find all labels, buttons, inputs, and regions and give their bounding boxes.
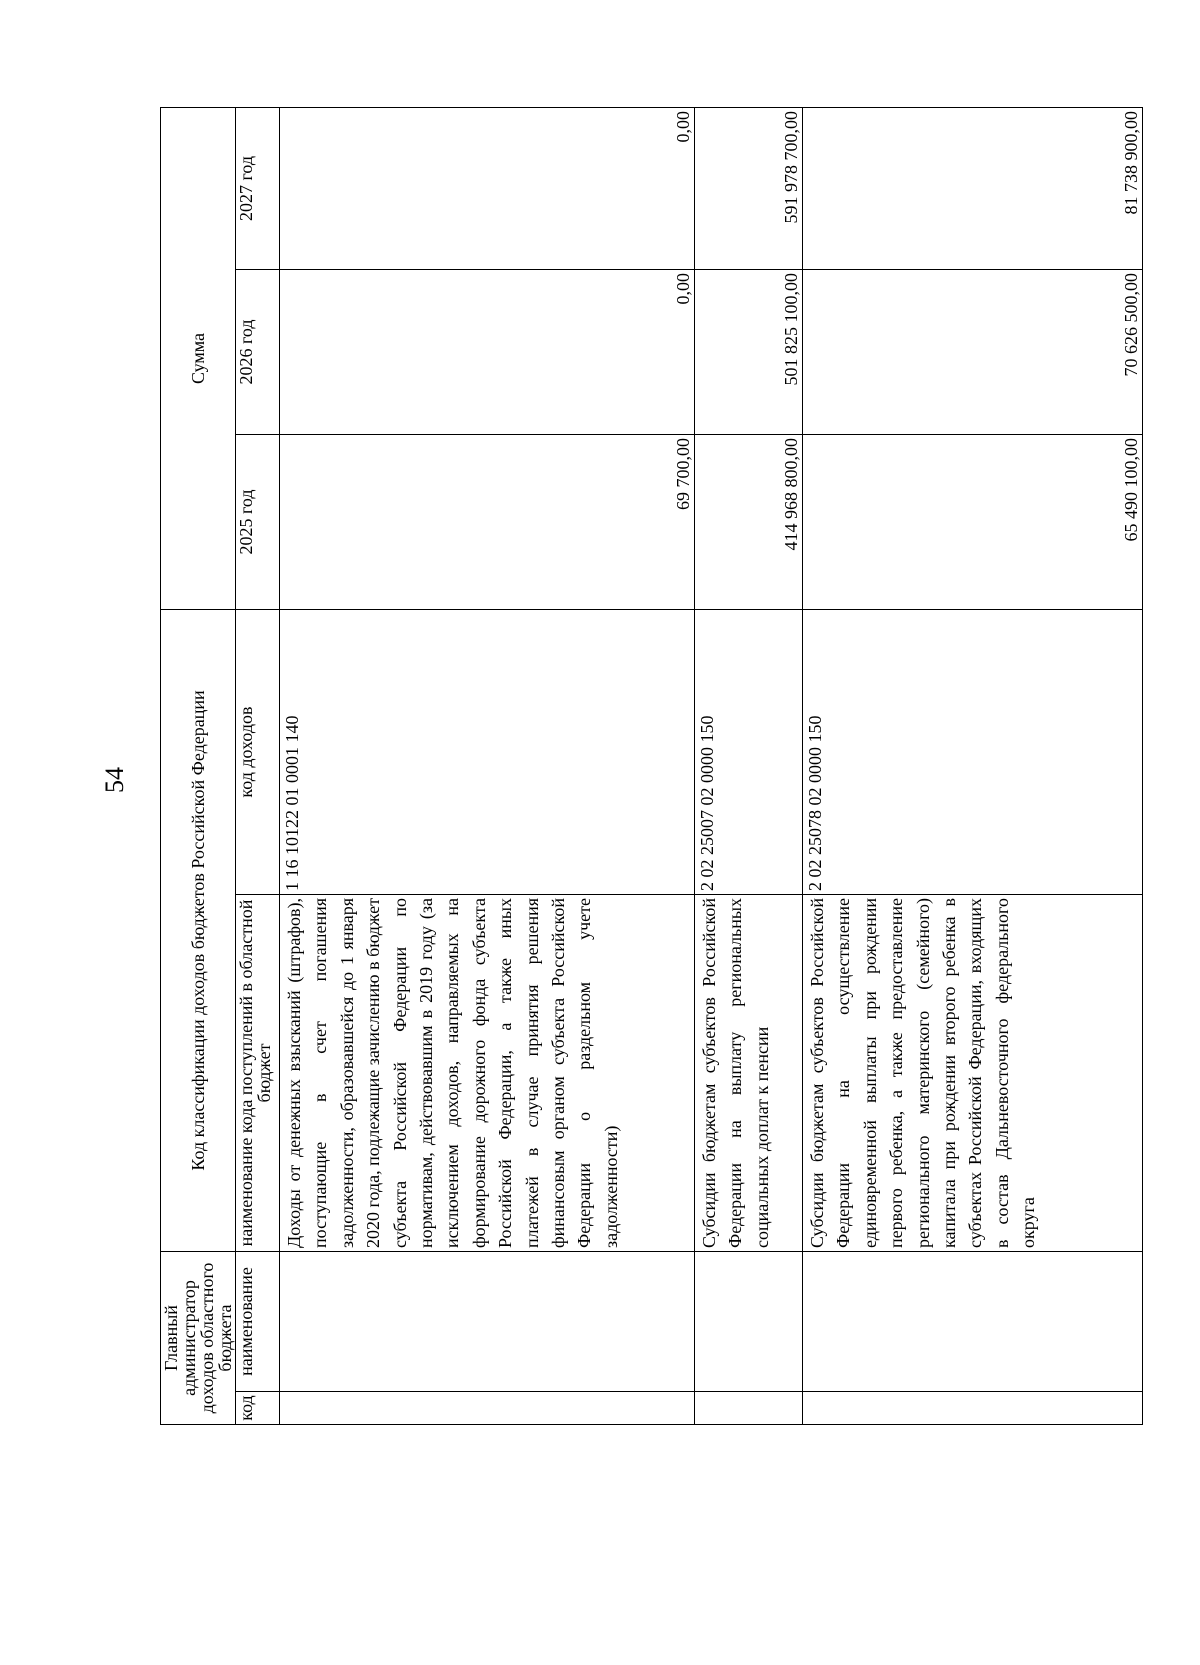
row-sum-2025: 414 968 800,00: [695, 435, 803, 610]
row-sum-2026: 0,00: [280, 270, 695, 435]
row-sum-2025: 69 700,00: [280, 435, 695, 610]
row-sum-2027: 0,00: [280, 107, 695, 269]
row-income-code: 2 02 25078 02 0000 150: [803, 610, 1143, 895]
row-income-code: 2 02 25007 02 0000 150: [695, 610, 803, 895]
row-admin-code: [280, 1392, 695, 1425]
row-sum-2025: 65 490 100,00: [803, 435, 1143, 610]
header-kbk-code: код доходов: [236, 610, 280, 895]
row-admin-code: [803, 1392, 1143, 1425]
row-admin-name: [280, 1252, 695, 1392]
table-row: [803, 107, 1143, 1424]
header-admin-name: наименование: [236, 1252, 280, 1392]
table-row: [695, 107, 803, 1424]
row-sum-2027: 81 738 900,00: [803, 107, 1143, 269]
header-year-2026: 2026 год: [236, 270, 280, 435]
header-row-1: [161, 107, 236, 1424]
row-income-name: Субсидии бюджетам субъектов Российской Федерации на выплату региональных социальных доплат к пенсии: [695, 895, 803, 1252]
header-year-2025: 2025 год: [236, 435, 280, 610]
page-number: 54: [100, 767, 129, 793]
header-sum-group: Сумма: [161, 107, 236, 609]
header-kbk-name: наименование кода поступлений в областной бюджет: [236, 895, 280, 1252]
table-row: [280, 107, 695, 1424]
row-income-name: Субсидии бюджетам субъектов Российской Федерации на осуществление единовременной выплаты при рождении первого ребенка, а также предоставление регионального материнского (семейного) капитала при рождении второго ребенка в субъектах Российской Федерации, входящих в состав Дальневосточного федерального округа: [803, 895, 1143, 1252]
header-kbk-group: Код классификации доходов бюджетов Российской Федерации: [161, 610, 236, 1252]
income-classification-table: [160, 107, 1143, 1425]
row-income-code: 1 16 10122 01 0001 140: [280, 610, 695, 895]
row-sum-2026: 70 626 500,00: [803, 270, 1143, 435]
row-admin-name: [803, 1252, 1143, 1392]
header-year-2027: 2027 год: [236, 107, 280, 269]
rotated-table-container: [160, 108, 1141, 1425]
header-admin-group: Главный администратор доходов областного бюджета: [161, 1252, 236, 1425]
header-row-2: [236, 107, 280, 1424]
row-sum-2026: 501 825 100,00: [695, 270, 803, 435]
row-admin-name: [695, 1252, 803, 1392]
row-sum-2027: 591 978 700,00: [695, 107, 803, 269]
row-income-name: Доходы от денежных взысканий (штрафов), поступающие в счет погашения задолженности, образовавшейся до 1 января 2020 года, подлежащие зачислению в бюджет субъекта Российской Федерации по нормативам, действовавшим в 2019 году (за исключением доходов, направляемых на формирование дорожного фонда субъекта Российской Федерации, а также иных платежей в случае принятия решения финансовым органом субъекта Российской Федерации о раздельном учете задолженности): [280, 895, 695, 1252]
header-admin-code: код: [236, 1392, 280, 1425]
row-admin-code: [695, 1392, 803, 1425]
